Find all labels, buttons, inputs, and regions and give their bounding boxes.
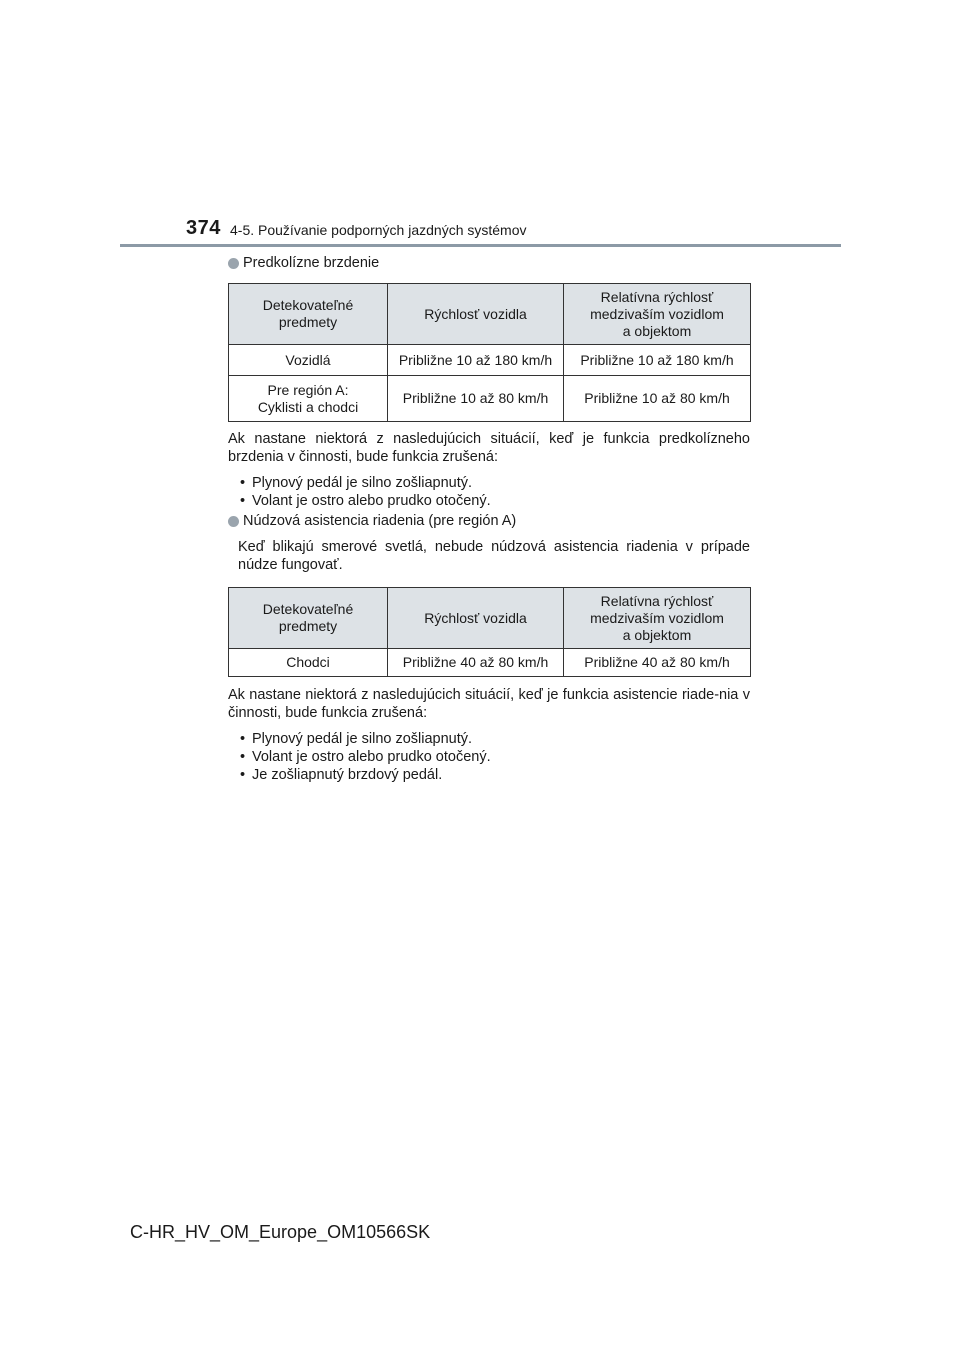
table-cell: Približne 40 až 80 km/h [564, 649, 751, 677]
table-cell: Približne 10 až 80 km/h [388, 376, 564, 422]
table-cell: Približne 10 až 80 km/h [564, 376, 751, 422]
section-heading-pre-collision-braking [228, 254, 750, 272]
table-cell: Vozidlá [229, 345, 388, 376]
table-header-row [229, 588, 751, 649]
document-code: C-HR_HV_OM_Europe_OM10566SK [130, 1222, 431, 1242]
section-title: 4-5. Používanie podporných jazdných systémov [230, 222, 527, 238]
header-cell: Relatívna rýchlosť medzivaším vozidlom a objektom [564, 284, 751, 345]
table-cell: Pre región A: Cyklisti a chodci [229, 376, 388, 422]
list-item: • Plynový pedál je silno zošliapnutý. [240, 730, 750, 748]
page-number: 374 [186, 217, 221, 239]
header-divider [120, 244, 841, 247]
table-cell: Približne 10 až 180 km/h [388, 345, 564, 376]
table-row [229, 345, 751, 376]
table-cell: Približne 40 až 80 km/h [388, 649, 564, 677]
heading-text: Núdzová asistencia riadenia (pre región A) [243, 513, 517, 529]
cancel-note: Ak nastane niektorá z nasledujúcich situácií, keď je funkcia predkolízneho brzdenia v činnosti, bude funkcia zrušená: [228, 431, 750, 465]
header-cell: Rýchlosť vozidla [388, 284, 564, 345]
heading-text: Predkolízne brzdenie [243, 255, 380, 271]
list-item: • Plynový pedál je silno zošliapnutý. [240, 474, 750, 492]
pre-collision-table [228, 283, 751, 422]
steering-assist-table [228, 587, 751, 677]
section-heading-emergency-steering-assist [228, 512, 750, 530]
table-cell: Chodci [229, 649, 388, 677]
condition-list [228, 474, 750, 510]
header-cell: Rýchlosť vozidla [388, 588, 564, 649]
list-item: • Volant je ostro alebo prudko otočený. [240, 492, 750, 510]
table-header-row [229, 284, 751, 345]
header-cell: Relatívna rýchlosť medzivaším vozidlom a objektom [564, 588, 751, 649]
bullet-circle-icon [228, 258, 239, 269]
bullet-circle-icon [228, 516, 239, 527]
list-item: • Volant je ostro alebo prudko otočený. [240, 748, 750, 766]
table-row [229, 376, 751, 422]
list-item: • Je zošliapnutý brzdový pedál. [240, 766, 750, 784]
intro-note: Keď blikajú smerové svetlá, nebude núdzová asistencia riadenia v prípade núdze fungovať. [238, 539, 750, 573]
header-cell: Detekovateľné predmety [229, 588, 388, 649]
table-cell: Približne 10 až 180 km/h [564, 345, 751, 376]
table-row [229, 649, 751, 677]
page-content [228, 254, 750, 784]
condition-list [228, 730, 750, 784]
header-cell: Detekovateľné predmety [229, 284, 388, 345]
cancel-note: Ak nastane niektorá z nasledujúcich situácií, keď je funkcia asistencie riade-nia v činnosti, bude funkcia zrušená: [228, 687, 750, 721]
